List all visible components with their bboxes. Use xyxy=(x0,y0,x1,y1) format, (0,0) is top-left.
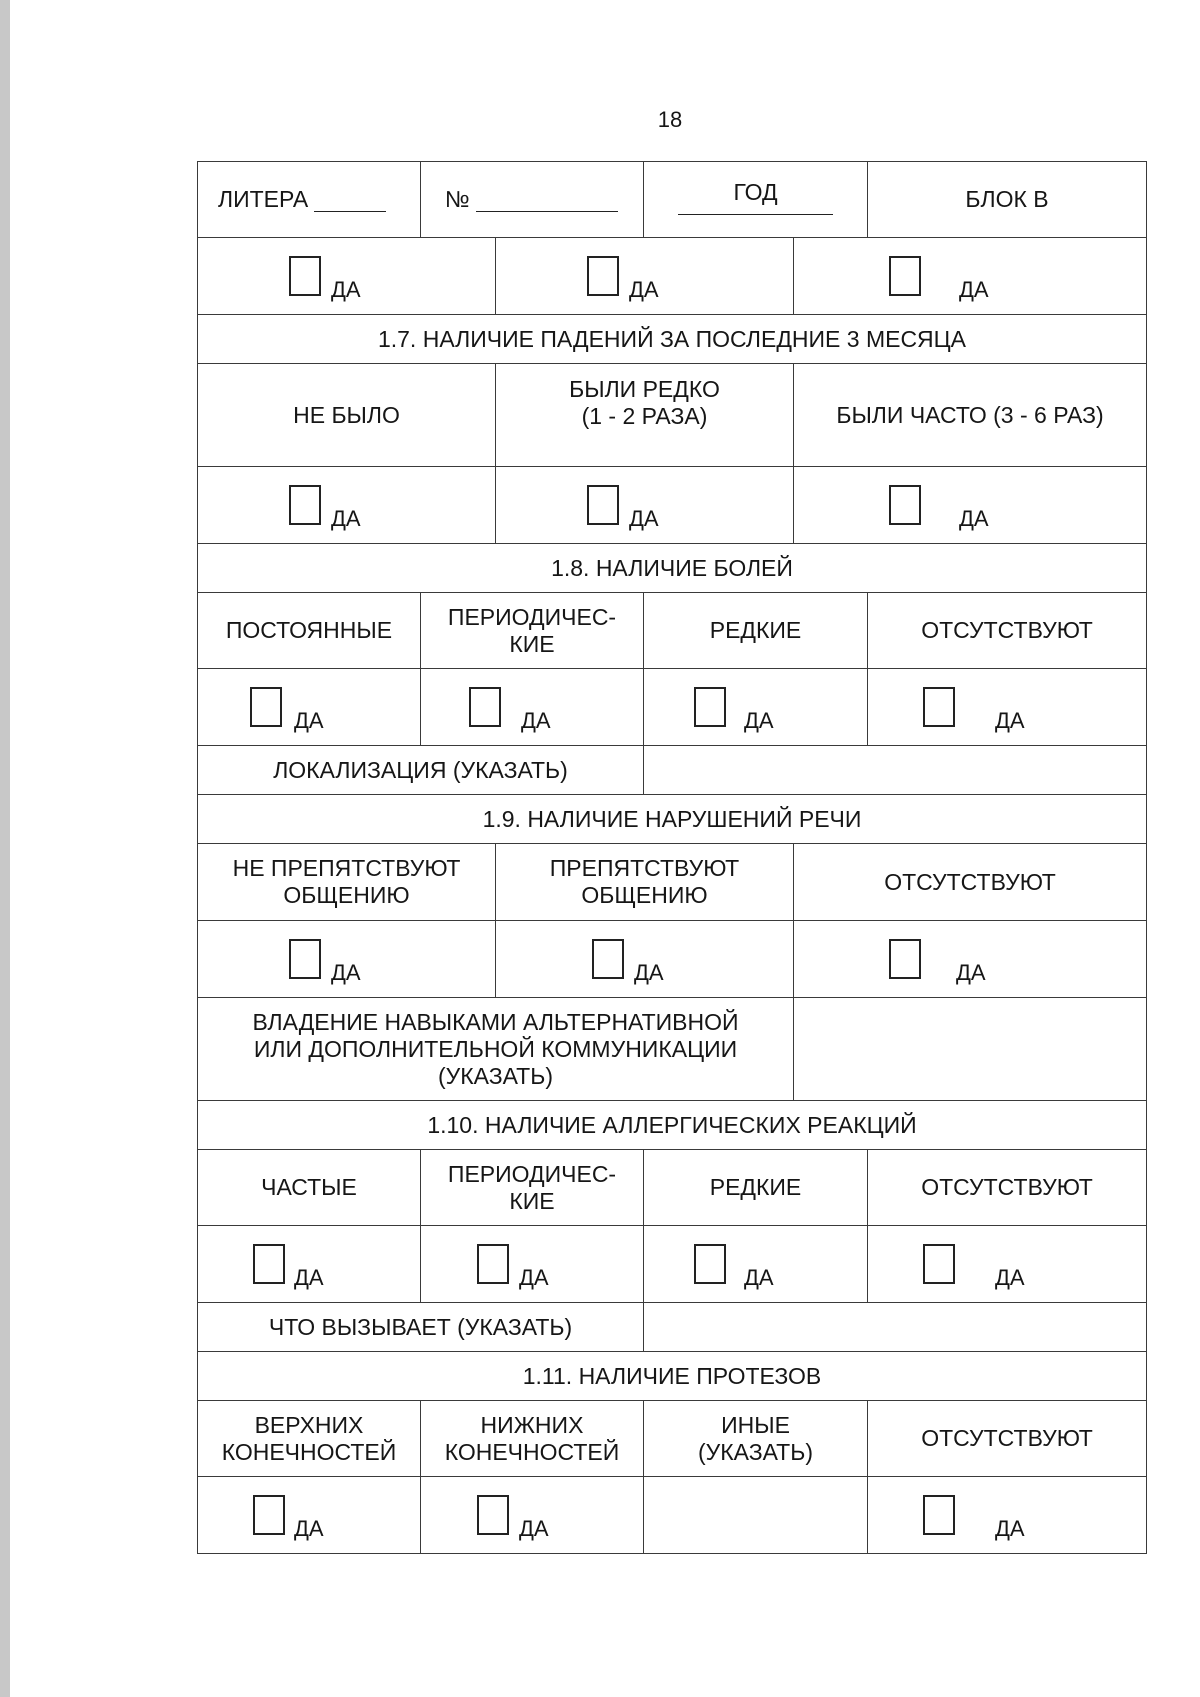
option-label: ОТСУТСТВУЮТ xyxy=(921,617,1093,643)
yes-label: ДА xyxy=(744,708,774,733)
speech-option-2 xyxy=(495,843,794,921)
allergy-cause-input[interactable] xyxy=(643,1302,1147,1352)
checkbox[interactable] xyxy=(923,1244,955,1284)
option-label: НЕ БЫЛО xyxy=(293,401,400,428)
pain-yes-cell-4 xyxy=(867,668,1147,746)
allergy-option-3 xyxy=(643,1149,868,1226)
prosthesis-option-1 xyxy=(197,1400,421,1477)
yes-label: ДА xyxy=(331,506,361,531)
section-title-falls: 1.7. НАЛИЧИЕ ПАДЕНИЙ ЗА ПОСЛЕДНИЕ 3 МЕСЯЦА xyxy=(197,314,1147,364)
option-label: НИЖНИХ КОНЕЧНОСТЕЙ xyxy=(444,1411,620,1465)
option-label: ПОСТОЯННЫЕ xyxy=(225,617,393,643)
speech-yes-cell-1 xyxy=(197,920,496,998)
yes-label: ДА xyxy=(519,1516,549,1541)
prosthesis-yes-cell-2 xyxy=(420,1476,644,1554)
yes-label: ДА xyxy=(521,708,551,733)
litera-label: ЛИТЕРА xyxy=(218,186,309,212)
falls-yes-cell-2 xyxy=(495,466,794,544)
speech-communication-input[interactable] xyxy=(793,997,1147,1101)
prosthesis-option-3 xyxy=(643,1400,868,1477)
checkbox[interactable] xyxy=(694,687,726,727)
option-label: ВЕРХНИХ КОНЕЧНОСТЕЙ xyxy=(221,1411,397,1465)
yes-label: ДА xyxy=(959,277,989,302)
allergy-cause-label-cell xyxy=(197,1302,644,1352)
section-title-pain: 1.8. НАЛИЧИЕ БОЛЕЙ xyxy=(197,543,1147,593)
option-label: ОТСУТСТВУЮТ xyxy=(921,1174,1093,1200)
checkbox[interactable] xyxy=(923,1495,955,1535)
header-yes-cell-1 xyxy=(197,237,496,315)
checkbox[interactable] xyxy=(289,485,321,525)
pain-localization-label-cell xyxy=(197,745,644,795)
option-label: ПЕРИОДИЧЕС- КИЕ xyxy=(447,603,617,657)
page-number: 18 xyxy=(657,107,683,132)
checkbox[interactable] xyxy=(923,687,955,727)
option-label: ПЕРИОДИЧЕС- КИЕ xyxy=(447,1160,617,1214)
year-input-line[interactable] xyxy=(678,206,833,215)
pain-option-4 xyxy=(867,592,1147,669)
allergy-option-4 xyxy=(867,1149,1147,1226)
header-yes-cell-3 xyxy=(793,237,1147,315)
prosthesis-option-4 xyxy=(867,1400,1147,1477)
option-label: НЕ ПРЕПЯТСТВУЮТ ОБЩЕНИЮ xyxy=(232,855,461,908)
section-title-prosthesis: 1.11. НАЛИЧИЕ ПРОТЕЗОВ xyxy=(197,1351,1147,1401)
block-cell xyxy=(867,161,1147,238)
yes-label: ДА xyxy=(634,960,664,985)
checkbox[interactable] xyxy=(253,1244,285,1284)
option-label: БЫЛИ РЕДКО (1 - 2 РАЗА) xyxy=(569,376,720,429)
litera-input-line[interactable] xyxy=(314,187,386,212)
option-label: ИНЫЕ (УКАЗАТЬ) xyxy=(698,1411,813,1465)
block-label: БЛОК В xyxy=(965,186,1049,212)
speech-option-1 xyxy=(197,843,496,921)
pain-yes-cell-1 xyxy=(197,668,421,746)
yes-label: ДА xyxy=(995,708,1025,733)
pain-option-1 xyxy=(197,592,421,669)
checkbox[interactable] xyxy=(587,485,619,525)
option-label: ЧАСТЫЕ xyxy=(261,1174,357,1200)
falls-yes-cell-3 xyxy=(793,466,1147,544)
allergy-option-2 xyxy=(420,1149,644,1226)
yes-label: ДА xyxy=(294,1265,324,1290)
number-input-line[interactable] xyxy=(476,187,618,212)
yes-label: ДА xyxy=(995,1516,1025,1541)
checkbox[interactable] xyxy=(469,687,501,727)
number-label: № xyxy=(445,186,470,212)
falls-option-3 xyxy=(793,363,1147,467)
cause-label: ЧТО ВЫЗЫВАЕТ (УКАЗАТЬ) xyxy=(268,1313,573,1340)
year-cell xyxy=(643,161,868,238)
checkbox[interactable] xyxy=(889,485,921,525)
prosthesis-yes-cell-4 xyxy=(867,1476,1147,1554)
allergy-option-1 xyxy=(197,1149,421,1226)
yes-label: ДА xyxy=(294,708,324,733)
allergy-yes-cell-2 xyxy=(420,1225,644,1303)
number-cell xyxy=(420,161,644,238)
header-yes-cell-2 xyxy=(495,237,794,315)
yes-label: ДА xyxy=(744,1265,774,1290)
checkbox[interactable] xyxy=(477,1495,509,1535)
option-label: ОТСУТСТВУЮТ xyxy=(884,868,1056,895)
year-label: ГОД xyxy=(733,178,778,205)
allergy-yes-cell-1 xyxy=(197,1225,421,1303)
falls-yes-cell-1 xyxy=(197,466,496,544)
speech-communication-label-cell xyxy=(197,997,794,1101)
checkbox[interactable] xyxy=(694,1244,726,1284)
yes-label: ДА xyxy=(629,506,659,531)
option-label: РЕДКИЕ xyxy=(709,617,802,643)
yes-label: ДА xyxy=(294,1516,324,1541)
communication-label: ВЛАДЕНИЕ НАВЫКАМИ АЛЬТЕРНАТИВНОЙ ИЛИ ДОПОЛНИТЕЛЬНОЙ КОММУНИКАЦИИ (УКАЗАТЬ) xyxy=(252,1008,739,1089)
option-label: БЫЛИ ЧАСТО (3 - 6 РАЗ) xyxy=(836,401,1104,428)
option-label: ПРЕПЯТСТВУЮТ ОБЩЕНИЮ xyxy=(549,855,740,908)
falls-option-1 xyxy=(197,363,496,467)
localization-label: ЛОКАЛИЗАЦИЯ (УКАЗАТЬ) xyxy=(273,756,568,783)
scan-margin-strip xyxy=(0,0,10,1697)
option-label: ОТСУТСТВУЮТ xyxy=(921,1425,1093,1451)
yes-label: ДА xyxy=(956,960,986,985)
section-title-allergy: 1.10. НАЛИЧИЕ АЛЛЕРГИЧЕСКИХ РЕАКЦИЙ xyxy=(197,1100,1147,1150)
yes-label: ДА xyxy=(959,506,989,531)
pain-localization-input[interactable] xyxy=(643,745,1147,795)
prosthesis-yes-cell-1 xyxy=(197,1476,421,1554)
checkbox[interactable] xyxy=(889,256,921,296)
checkbox[interactable] xyxy=(592,939,624,979)
speech-yes-cell-3 xyxy=(793,920,1147,998)
checkbox[interactable] xyxy=(250,687,282,727)
yes-label: ДА xyxy=(331,960,361,985)
speech-yes-cell-2 xyxy=(495,920,794,998)
yes-label: ДА xyxy=(995,1265,1025,1290)
prosthesis-option-2 xyxy=(420,1400,644,1477)
pain-option-2 xyxy=(420,592,644,669)
option-label: РЕДКИЕ xyxy=(709,1174,802,1200)
checkbox[interactable] xyxy=(289,256,321,296)
speech-option-3 xyxy=(793,843,1147,921)
checkbox[interactable] xyxy=(587,256,619,296)
yes-label: ДА xyxy=(331,277,361,302)
section-title-speech: 1.9. НАЛИЧИЕ НАРУШЕНИЙ РЕЧИ xyxy=(197,794,1147,844)
checkbox[interactable] xyxy=(477,1244,509,1284)
litera-cell xyxy=(197,161,421,238)
pain-yes-cell-3 xyxy=(643,668,868,746)
allergy-yes-cell-4 xyxy=(867,1225,1147,1303)
checkbox[interactable] xyxy=(889,939,921,979)
yes-label: ДА xyxy=(629,277,659,302)
allergy-yes-cell-3 xyxy=(643,1225,868,1303)
falls-option-2 xyxy=(495,363,794,467)
checkbox[interactable] xyxy=(289,939,321,979)
checkbox[interactable] xyxy=(253,1495,285,1535)
prosthesis-other-input[interactable] xyxy=(643,1476,868,1554)
yes-label: ДА xyxy=(519,1265,549,1290)
pain-yes-cell-2 xyxy=(420,668,644,746)
pain-option-3 xyxy=(643,592,868,669)
